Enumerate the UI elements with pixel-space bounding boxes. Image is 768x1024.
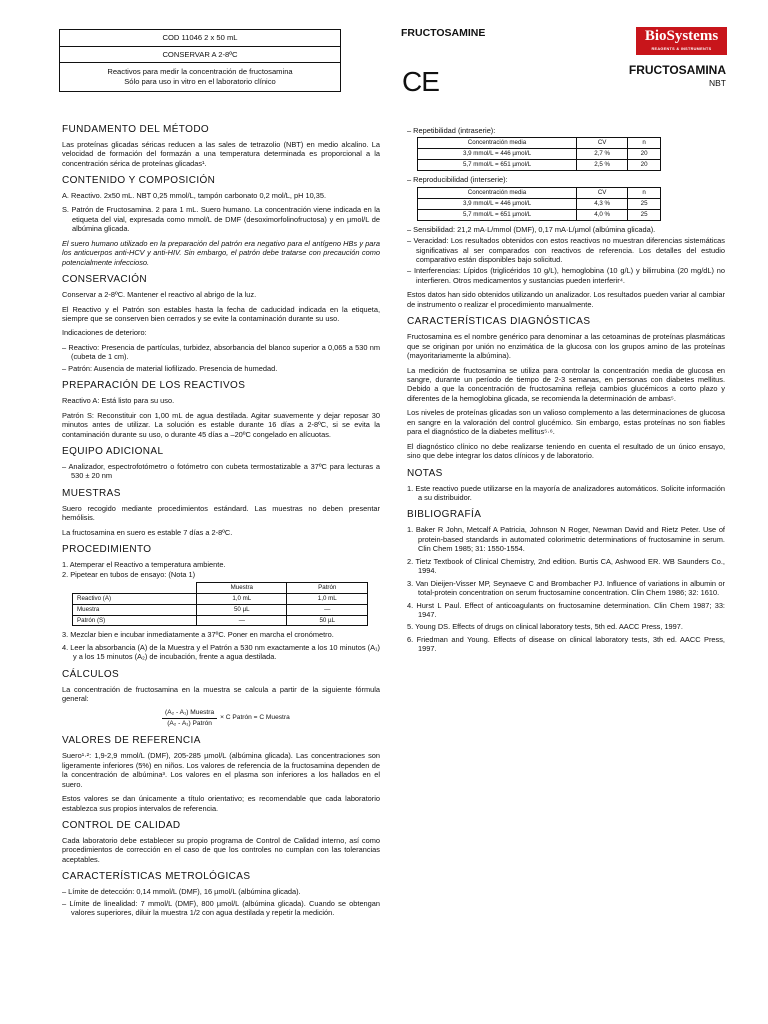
repet-r2c2: 2,5 % [577, 160, 628, 171]
title-center: FRUCTOSAMINE [401, 27, 486, 39]
title-right: FRUCTOSAMINA [628, 63, 726, 77]
purpose-line-2: Sólo para uso in vitro en el laboratorio clínico [124, 77, 276, 87]
diagnosticas-text-4: El diagnóstico clínico no debe realizarse teniendo en cuenta el resultado de un único ensayo, sino que debe integrar los datos clínicos y de laboratorio. [407, 441, 725, 461]
proc-row1-patron: 1,0 mL [287, 593, 368, 604]
repetibilidad-table [417, 137, 661, 171]
diagnosticas-text-3: Los niveles de proteínas glicadas son un valioso complemento a las determinaciones de glucosa en sangre en la valoración del control glucémico. Sin embargo, estas proteínas no son fiables para el diagnóstico de la diabetes mellitus⁵·⁶. [407, 408, 725, 437]
repro-r1c3: 25 [628, 198, 661, 209]
procedimiento-step-2: 2. Pipetear en tubos de ensayo: (Nota 1) [62, 570, 196, 580]
proc-col-muestra: Muestra [197, 582, 287, 593]
procedimiento-step-3: 3. Mezclar bien e incubar inmediatamente a 37ºC. Poner en marcha el cronómetro. [62, 630, 334, 640]
table-row [418, 198, 661, 209]
calculos-formula [162, 709, 380, 729]
brand-name: BioSystems [644, 28, 719, 44]
contenido-reactivo: A. Reactivo. 2x50 mL. NBT 0,25 mmol/L, tampón carbonato 0,2 mol/L, pH 10,35. [62, 191, 327, 200]
bibliografia-heading: BIBLIOGRAFÍA [407, 509, 482, 521]
repro-r2c2: 4,0 % [577, 209, 628, 220]
reproducibilidad-label: – Reproducibilidad (interserie): [407, 175, 508, 185]
contenido-patron: S. Patrón de Fructosamina. 2 para 1 mL. Suero humano. La concentración viene indicada en la etiqueta del vial, expresada como mmol/L de DMF (desoximorfolinofructosa) y en µmol/L de albúmina glicada. [62, 205, 380, 234]
table-row [73, 593, 368, 604]
control-text: Cada laboratorio debe establecer su propio programa de Control de Calidad interno, así como procedimientos de corrección en el caso de que los controles no cumplan con las tolerancias aceptables. [62, 835, 380, 864]
deterioro-patron: – Patrón: Ausencia de material liofilizado. Presencia de humedad. [62, 363, 278, 373]
metrologicas-heading: CARACTERÍSTICAS METROLÓGICAS [62, 871, 251, 883]
purpose-text [60, 63, 340, 90]
diagnosticas-heading: CARACTERÍSTICAS DIAGNÓSTICAS [407, 316, 591, 328]
valores-text-1: Suero¹·²: 1,9-2,9 mmol/L (DMF), 205-285 µmol/L (albúmina glicada). Las concentraciones son ligeramente inferiores (5%) en niños. Los valores de referencia de la fructosamina dependen de la concentración de albúmina³. Los valores en el plasma son inferiores a los hallados en el suero. [62, 751, 380, 789]
limite-deteccion: – Límite de detección: 0,14 mmol/L (DMF), 16 µmol/L (albúmina glicada). [62, 887, 301, 897]
table-row [418, 209, 661, 220]
bibliografia-item-2: 2. Tietz Textbook of Clinical Chemistry, 2nd edition. Burtis CA, Ashwood ER. WB Saunders Co., 1994. [407, 556, 725, 576]
reproducibilidad-table [417, 187, 661, 221]
procedimiento-step-4: 4. Leer la absorbancia (A) de la Muestra y el Patrón a 530 nm exactamente a los 10 minutos (A₁) y a los 15 minutos (A₂) de incubación, frente a agua destilada. [62, 642, 380, 662]
conservacion-heading: CONSERVACIÓN [62, 274, 148, 286]
repet-r1c3: 20 [628, 149, 661, 160]
table-row [73, 604, 368, 615]
repro-r2c1: 5,7 mmol/L = 651 µmol/L [418, 209, 577, 220]
proc-col-patron: Patrón [287, 582, 368, 593]
bibliografia-item-4: 4. Hurst L Paul. Effect of anticoagulants on fructosamine determination. Clin Chem 1987; 33: 1947. [407, 600, 725, 620]
table-row [418, 160, 661, 171]
proc-row1-muestra: 1,0 mL [197, 593, 287, 604]
repetibilidad-label: – Repetibilidad (intraserie): [407, 126, 496, 135]
diagnosticas-text-1: Fructosamina es el nombre genérico para denominar a las cetoaminas de proteínas plasmáticas que se originan por unión no enzimática de la glucosa con los grupos amino de las proteínas (mayoritariamente la albúmina). [407, 332, 725, 361]
repet-h2: CV [577, 138, 628, 149]
procedimiento-list-2 [62, 630, 380, 661]
repro-r1c1: 3,9 mmol/L = 446 µmol/L [418, 198, 577, 209]
limite-linealidad: – Límite de linealidad: 7 mmol/L (DMF), 800 µmol/L (albúmina glicada). Cuando se obtengan valores superiores, diluir la muestra 1/2 con agua destilada y repetir la medición. [62, 898, 380, 918]
repet-r2c1: 5,7 mmol/L = 651 µmol/L [418, 160, 577, 171]
repet-h1: Concentración media [418, 138, 577, 149]
proc-row2-muestra: 50 µL [197, 604, 287, 615]
datos-text: Estos datos han sido obtenidos utilizando un analizador. Los resultados pueden variar al cambiar de instrumento o realizar el procedimiento manualmente. [407, 290, 725, 309]
bibliografia-item-3: 3. Van Dieijen-Visser MP, Seynaeve C and Brombacher PJ. Influence of variations in albumin or total-protein concentration on serum fructosamine concentration. Clin Chem 1986; 32: 1610. [407, 578, 725, 598]
preparacion-text-2: Patrón S: Reconstituir con 1,00 mL de agua destilada. Agitar suavemente y dejar reposar 30 minutos antes de utilizar. La solución es estable durante 16 días a 2-8ºC, si se evita la contaminación durante su uso, o durante 45 días a –20ºC congelado en alícuotas. [62, 410, 380, 439]
ce-mark-icon: CE [402, 66, 439, 97]
proc-row3-label: Patrón (S) [73, 615, 197, 626]
brand-logo [636, 27, 727, 55]
deterioro-list [62, 343, 380, 373]
procedimiento-list [62, 560, 380, 580]
metrologicas-list [62, 887, 380, 917]
valores-heading: VALORES DE REFERENCIA [62, 735, 201, 747]
nota-1: 1. Este reactivo puede utilizarse en la mayoría de analizadores automáticos. Solicite información a su distribuidor. [407, 483, 725, 502]
formula-numerator: (A₂ - A₁) Muestra [162, 709, 217, 719]
conservacion-text-2: El Reactivo y el Patrón son estables hasta la fecha de caducidad indicada en la etiqueta, siempre que se conserven bien cerrados y se evite la contaminación durante su uso. [62, 304, 380, 324]
proc-row3-muestra: — [197, 615, 287, 626]
valores-text-2: Estos valores se dan únicamente a título orientativo; es recomendable que cada laboratorio establezca sus propios intervalos de referencia. [62, 794, 380, 813]
repet-h3: n [628, 138, 661, 149]
brand-subtitle: REAGENTS & INSTRUMENTS [651, 47, 712, 51]
bibliografia-list [407, 525, 725, 654]
calculos-text: La concentración de fructosamina en la muestra se calcula a partir de la siguiente fórmula general: [62, 684, 380, 704]
purpose-line-1: Reactivos para medir la concentración de fructosamina [107, 67, 293, 77]
conservacion-text-1: Conservar a 2-8ºC. Mantener el reactivo al abrigo de la luz. [62, 290, 257, 300]
repro-h1: Concentración media [418, 187, 577, 198]
muestras-heading: MUESTRAS [62, 487, 121, 499]
procedimiento-step-1: 1. Atemperar el Reactivo a temperatura ambiente. [62, 559, 226, 569]
bibliografia-item-5: 5. Young DS. Effects of drugs on clinical laboratory tests, 5th ed. AACC Press, 1997. [407, 622, 683, 632]
repet-r1c1: 3,9 mmol/L = 446 µmol/L [418, 149, 577, 160]
method-label: NBT [709, 78, 726, 88]
calculos-heading: CÁLCULOS [62, 668, 120, 680]
equipo-list [62, 462, 380, 481]
formula-rhs: × C Patrón = C Muestra [220, 714, 290, 722]
metrologicas-list-2 [407, 225, 725, 286]
conservacion-text-3: Indicaciones de deterioro: [62, 328, 147, 338]
right-column [407, 126, 725, 659]
diagnosticas-text-2: La medición de fructosamina se utiliza para controlar la concentración media de glucosa en sangre, durante un período de tiempo de 2-3 semanas, en personas con diabetes mellitus. Debido a que la concentración de fructosamina refleja cambios glucémicos a corto plazo y diferentes de la hemoglobina glicada, se recomienda la determinación de ambas⁵. [407, 365, 725, 403]
preparacion-text-1: Reactivo A: Está listo para su uso. [62, 396, 175, 406]
bibliografia-item-6: 6. Friedman and Young. Effects of disease on clinical laboratory tests, 3th ed. AACC Press, 1997. [407, 634, 725, 654]
proc-row3-patron: 50 µL [287, 615, 368, 626]
repet-r2c3: 20 [628, 160, 661, 171]
procedimiento-heading: PROCEDIMIENTO [62, 543, 152, 555]
control-heading: CONTROL DE CALIDAD [62, 820, 181, 832]
procedimiento-table [72, 582, 368, 627]
notas-heading: NOTAS [407, 467, 443, 479]
deterioro-reactivo: – Reactivo: Presencia de partículas, turbidez, absorbancia del blanco superior a 0,065 a 530 nm (cubeta de 1 cm). [62, 342, 380, 362]
muestras-text-2: La fructosamina en suero es estable 7 días a 2-8ºC. [62, 527, 233, 537]
repro-h3: n [628, 187, 661, 198]
interferencias: – Interferencias: Lípidos (triglicéridos 10 g/L), hemoglobina (10 g/L) y bilirrubina (20 mg/dL) no interfieren. Otros medicamentos y sustancias pueden interferir⁴. [407, 266, 725, 285]
contenido-heading: CONTENIDO Y COMPOSICIÓN [62, 175, 216, 187]
notas-list [407, 484, 725, 503]
formula-denominator: (A₂ - A₁) Patrón [167, 720, 212, 728]
repro-r1c2: 4,3 % [577, 198, 628, 209]
product-code: COD 11046 2 x 50 mL [60, 30, 340, 47]
fundamento-text: Las proteínas glicadas séricas reducen a las sales de tetrazolio (NBT) en medio alcalino. La velocidad de formación del formazán a una temperatura determinada es proporcional a la concentración sérica de proteínas glicadas¹. [62, 139, 380, 168]
veracidad: – Veracidad: Los resultados obtenidos con estos reactivos no muestran diferencias sistemáticas significativas al ser comparados con reactivos de referencia. Los detalles del estudio comparativo están disponibles bajo solicitud. [407, 236, 725, 264]
fundamento-heading: FUNDAMENTO DEL MÉTODO [62, 124, 210, 135]
repet-r1c2: 2,7 % [577, 149, 628, 160]
sensibilidad: – Sensibilidad: 21,2 mA·L/mmol (DMF), 0,17 mA·L/µmol (albúmina glicada). [407, 224, 656, 234]
table-row [418, 149, 661, 160]
repro-r2c3: 25 [628, 209, 661, 220]
header-info-box [59, 29, 341, 92]
muestras-text-1: Suero recogido mediante procedimientos estándard. Las muestras no deben presentar hemólisis. [62, 503, 380, 523]
equipo-heading: EQUIPO ADICIONAL [62, 446, 164, 458]
proc-row2-patron: — [287, 604, 368, 615]
bibliografia-item-1: 1. Baker R John, Metcalf A Patricia, Johnson N Roger, Newman David and Rietz Peter. Use of protein-based standards in automated colorimetric determinations of fructosamine in serum. Clin Chem 1985; 31: 1550-1554. [407, 525, 725, 554]
left-column [62, 124, 380, 922]
table-row [73, 615, 368, 626]
equipo-item: – Analizador, espectrofotómetro o fotómetro con cubeta termostatizable a 37ºC para lecturas a 530 ± 20 nm [62, 461, 380, 481]
proc-row1-label: Reactivo (A) [73, 593, 197, 604]
repro-h2: CV [577, 187, 628, 198]
contenido-warning: El suero humano utilizado en la preparación del patrón era negativo para el antígeno HBs y para los anticuerpos anti-HCV y anti-HIV. Sin embargo, el patrón debe tratarse con precaución como potencialmente infeccioso. [62, 238, 380, 267]
preparacion-heading: PREPARACIÓN DE LOS REACTIVOS [62, 380, 246, 392]
storage-label: CONSERVAR A 2-8ºC [60, 47, 340, 64]
proc-row2-label: Muestra [73, 604, 197, 615]
